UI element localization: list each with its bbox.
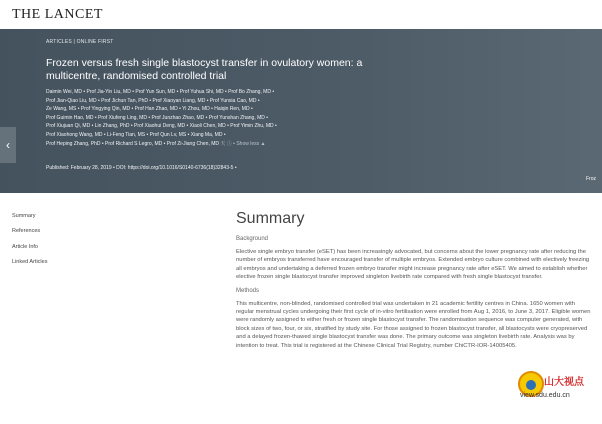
nav-link-references[interactable]: References	[12, 228, 41, 235]
author-line[interactable]: Prof Xiaohong Wang, MD • Li-Feng Tian, MS • Prof Qun Lv, MS • Xiang Ma, MD •	[46, 131, 226, 138]
previous-article-button[interactable]: ‹	[0, 127, 16, 163]
background-text: Elective single embryo transfer (eSET) has been increasingly advocated, but concerns about the lower pregnancy rate after reducing the number of embryos transferred have encouraged transfer of multiple embryos. Extended embryo culture combined with electively freezing all embryos and undertaking a deferred frozen embryo transfer might increase pregnancy rate after eSET. We aimed to establish whether elective frozen single blastocyst transfer improved singleton livebirth rate compared with fresh single blastocyst transfer.	[236, 249, 590, 281]
top-bar	[0, 0, 602, 28]
author-line[interactable]: Prof Guimin Hao, MD • Prof Xiufeng Ling, MD • Prof Junzhao Zhao, MD • Prof Yunshan Zhang, MD •	[46, 114, 269, 121]
article-title-line-2: multicentre, randomised controlled trial	[46, 70, 227, 82]
nav-link-article-info[interactable]: Article Info	[12, 243, 38, 250]
article-hero	[0, 29, 602, 193]
lancet-logo[interactable]: THE LANCET	[12, 7, 103, 22]
author-line-last[interactable]	[46, 140, 356, 149]
publication-info: Published: February 28, 2019 • DOI: https://doi.org/10.1016/S0140-6736(18)32843-5 •	[46, 165, 237, 171]
watermark-logo	[518, 371, 598, 401]
eye-pupil-icon	[526, 380, 536, 390]
article-type-tag: ARTICLES | ONLINE FIRST	[46, 39, 114, 45]
nav-link-summary[interactable]: Summary	[12, 213, 36, 219]
next-article-label[interactable]: Froz	[586, 176, 596, 182]
author-line[interactable]: Prof Jian-Qiao Liu, MD • Prof Jichun Tan, PhD • Prof Xiaoyan Liang, MD • Prof Yunxia Cao, MD •	[46, 97, 260, 104]
methods-text: This multicentre, non-blinded, randomised controlled trial was undertaken in 21 academic fertility centres in China. 1650 women with regular menstrual cycles undergoing their first cycle of in-vitro fertilisation were enrolled from Aug 1, 2016, to June 3, 2017. Eligible women were randomly assigned to either fresh or frozen single blastocyst transfer. The randomisation sequence was computer generated, with block sizes of two, four, or six, stratified by study site. For those assigned to frozen blastocyst transfer, all blastocysts were cryopreserved and a delayed frozen-thawed single blastocyst transfer was done. The primary outcome was singleton livebirth rate. Analysis was by intention to treat. This trial is registered at the Chinese Clinical Trial Registry, number ChiCTR-IOR-14005405.	[236, 300, 591, 349]
summary-heading: Summary	[236, 210, 305, 227]
author-names[interactable]: Prof Heping Zhang, PhD • Prof Richard S Legro, MD • Prof Zi-Jiang Chen, MD	[46, 140, 220, 147]
show-less-link[interactable]: 天 ⓘ • Show less ▲	[220, 140, 266, 147]
methods-label: Methods	[236, 287, 260, 294]
article-title-line-1: Frozen versus fresh single blastocyst transfer in ovulatory women: a	[46, 57, 363, 69]
author-line[interactable]: Ze Wang, MS • Prof Yingying Qin, MD • Prof Han Zhao, MD • Yi Zhou, MD • Haiqin Ren, MD •	[46, 106, 253, 113]
article-summary	[236, 210, 592, 356]
author-line[interactable]: Daimin Wei, MD • Prof Jia-Yin Liu, MD • Prof Yun Sun, MD • Prof Yuhua Shi, MD • Prof Bo Zhang, MD •	[46, 89, 275, 95]
watermark-url: view.sdu.edu.cn	[520, 392, 570, 399]
author-line[interactable]: Prof Xiujuan Qi, MD • Lin Zhang, PhD • Prof Xiaohui Deng, MD • Xiaoli Chen, MD • Prof Yimin Zhu, MD •	[46, 123, 277, 130]
nav-link-linked-articles[interactable]: Linked Articles	[12, 258, 48, 265]
watermark-text: 山大视点	[544, 377, 584, 388]
article-section-nav	[12, 213, 102, 274]
article-title	[46, 57, 376, 83]
author-list	[46, 88, 356, 148]
background-label: Background	[236, 236, 269, 242]
